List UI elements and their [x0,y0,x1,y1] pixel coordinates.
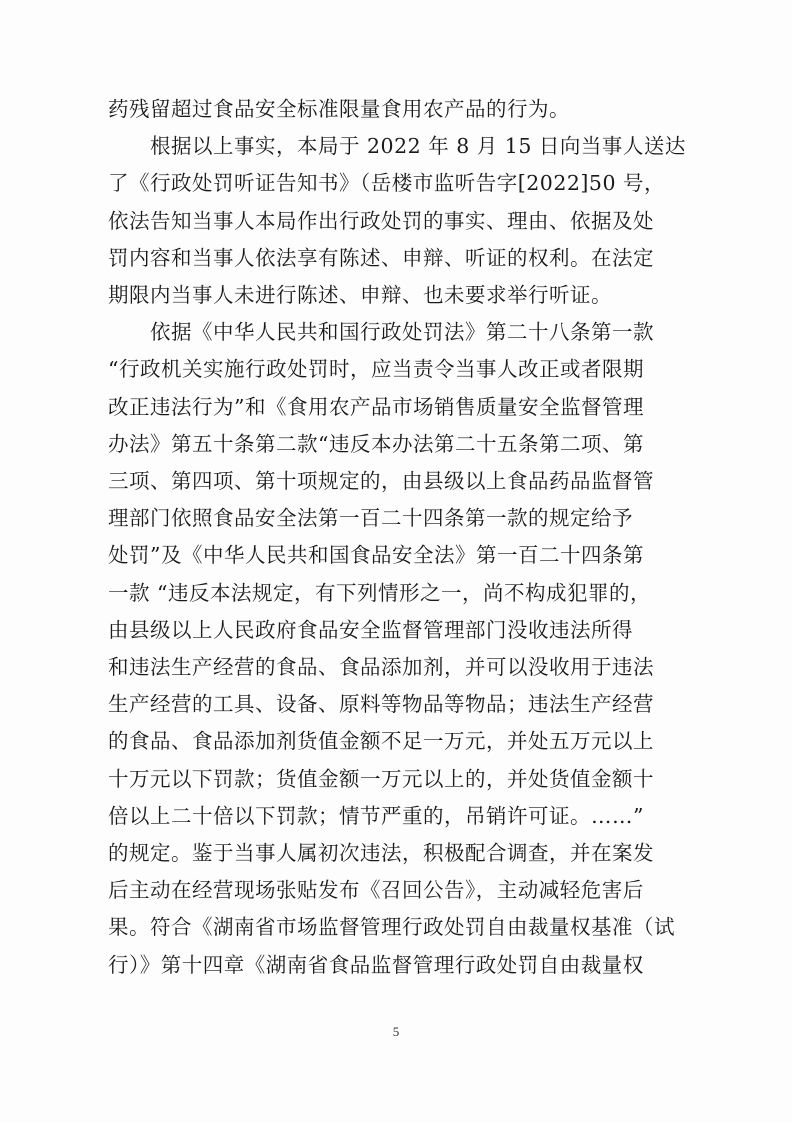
text-line: 依据《中华人民共和国行政处罚法》第二十八条第一款 [150,320,654,345]
text-line: 药残留超过食品安全标准限量食用农产品的行为。 [108,97,570,121]
text-line: 三项、第四项、第十项规定的，由县级以上食品药品监督管 [108,469,654,493]
text-line: 和违法生产经营的食品、食品添加剂，并可以没收用于违法 [108,655,654,679]
text-line: 行）》第十四章《湖南省食品监督管理行政处罚自由裁量权 [108,952,644,977]
text-line: 理部门依照食品安全法第一百二十四条第一款的规定给予 [108,506,633,531]
text-line: 十万元以下罚款；货值金额一万元以上的，并处货值金额十 [108,766,654,791]
text-line: 一款 “违反本法规定，有下列情形之一，尚不构成犯罪的， [108,580,651,605]
text-line: “行政机关实施行政处罚时，应当责令当事人改正或者限期 [108,357,644,382]
text-line: 期限内当事人未进行陈述、申辩、也未要求举行听证。 [108,283,612,307]
text-line: 的食品、食品添加剂货值金额不足一万元，并处五万元以上 [108,729,654,754]
page-number: 5 [392,1024,400,1039]
text-line: 了《行政处罚听证告知书》（岳楼市监听告字[2022]50 号， [108,171,666,196]
text-line: 后主动在经营现场张贴发布《召回公告》，主动减轻危害后 [108,878,644,903]
text-line: 办法》第五十条第二款“违反本办法第二十五条第二项、第 [108,431,644,456]
text-line: 依法告知当事人本局作出行政处罚的事实、理由、依据及处 [108,208,654,233]
text-line: 生产经营的工具、设备、原料等物品等物品；违法生产经营 [108,692,654,717]
text-line: 果。符合《湖南省市场监督管理行政处罚自由裁量权基准（试 [108,915,675,940]
text-line: 罚内容和当事人依法享有陈述、申辩、听证的权利。在法定 [108,245,654,270]
text-line: 处罚”及《中华人民共和国食品安全法》第一百二十四条第 [108,543,644,568]
text-line: 根据以上事实，本局于 2022 年 8 月 15 日向当事人送达 [150,134,686,159]
text-line: 由县级以上人民政府食品安全监督管理部门没收违法所得 [108,617,633,642]
text-line: 倍以上二十倍以下罚款；情节严重的，吊销许可证。……” [108,803,644,828]
text-line: 改正违法行为”和《食用农产品市场销售质量安全监督管理 [108,394,644,419]
text-line: 的规定。鉴于当事人属初次违法，积极配合调查，并在案发 [108,841,654,865]
